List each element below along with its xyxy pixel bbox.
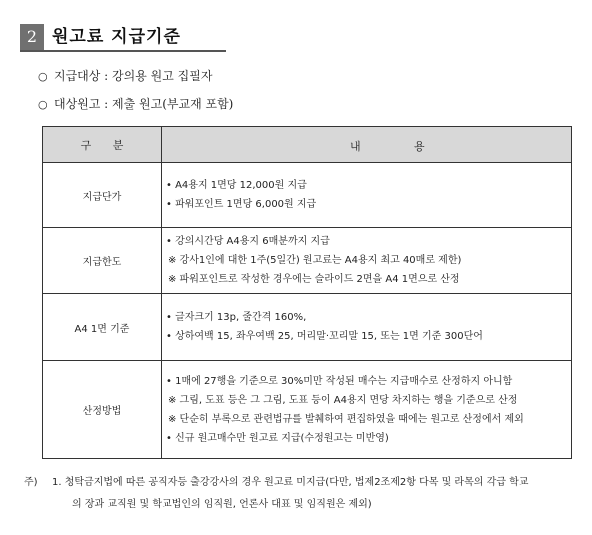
content-note: ※ 강사1인에 대한 1주(5일간) 원고료는 A4용지 최고 40매로 제한) [168, 255, 462, 266]
row-content [162, 228, 572, 294]
footnote-prefix: 주) [24, 477, 38, 488]
footnote-line-2: 의 장과 교직원 및 학교법인의 임직원, 언론사 대표 및 임직원은 제외) [72, 499, 372, 510]
info-manuscript [38, 96, 233, 113]
info-manuscript-text: 대상원고 : 제출 원고(부교재 포함) [54, 97, 234, 111]
info-target [38, 68, 212, 85]
content-line: • 파워포인트 1면당 6,000원 지급 [166, 199, 317, 210]
table-row [43, 361, 572, 459]
table-row [43, 228, 572, 294]
content-line: • 신규 원고매수만 원고료 지급(수정원고는 미반영) [166, 432, 389, 444]
content-note: ※ 그림, 도표 등은 그 그림, 도표 등이 A4용지 면당 차지하는 행을 기준으로 산정 [168, 394, 518, 406]
content-note: ※ 파워포인트로 작성한 경우에는 슬라이드 2면을 A4 1면으로 산정 [168, 274, 460, 285]
content-line: • 상하여백 15, 좌우여백 25, 머리말·꼬리말 15, 또는 1면 기준 300단어 [166, 331, 483, 342]
row-category: 산정방법 [43, 361, 162, 459]
row-category: A4 1면 기준 [43, 294, 162, 361]
circle-bullet-icon: ○ [38, 70, 48, 83]
content-note: ※ 단순히 부록으로 관련법규를 발췌하여 편집하였을 때에는 원고로 산정에서 제외 [168, 413, 524, 425]
content-line: • 글자크기 13p, 줄간격 160%, [166, 312, 307, 323]
table-header-row [43, 127, 572, 163]
table-row [43, 294, 572, 361]
content-line: • 1매에 27행을 기준으로 30%미만 작성된 매수는 지급매수로 산정하지 아니함 [166, 375, 513, 387]
row-category: 지급단가 [43, 163, 162, 228]
section-number-badge: 2 [20, 24, 44, 50]
payment-criteria-table [42, 126, 572, 459]
section-title: 원고료 지급기준 [52, 27, 181, 47]
header-content [162, 127, 572, 163]
info-target-text: 지급대상 : 강의용 원고 집필자 [54, 69, 213, 83]
table-row [43, 163, 572, 228]
section-header [20, 24, 226, 52]
row-content [162, 361, 572, 459]
header-content-char-2: 용 [414, 140, 425, 153]
footnote-line-1: 1. 청탁금지법에 따른 공직자등 출강강사의 경우 원고료 미지급(다만, 법제2조제2항 다목 및 라목의 각급 학교 [52, 477, 529, 488]
row-content [162, 163, 572, 228]
content-line: • A4용지 1면당 12,000원 지급 [166, 180, 307, 191]
header-category: 구 분 [43, 127, 162, 163]
header-content-char-1: 내 [350, 140, 361, 153]
content-line: • 강의시간당 A4용지 6매분까지 지급 [166, 236, 330, 247]
row-category: 지급한도 [43, 228, 162, 294]
circle-bullet-icon: ○ [38, 98, 48, 111]
row-content [162, 294, 572, 361]
